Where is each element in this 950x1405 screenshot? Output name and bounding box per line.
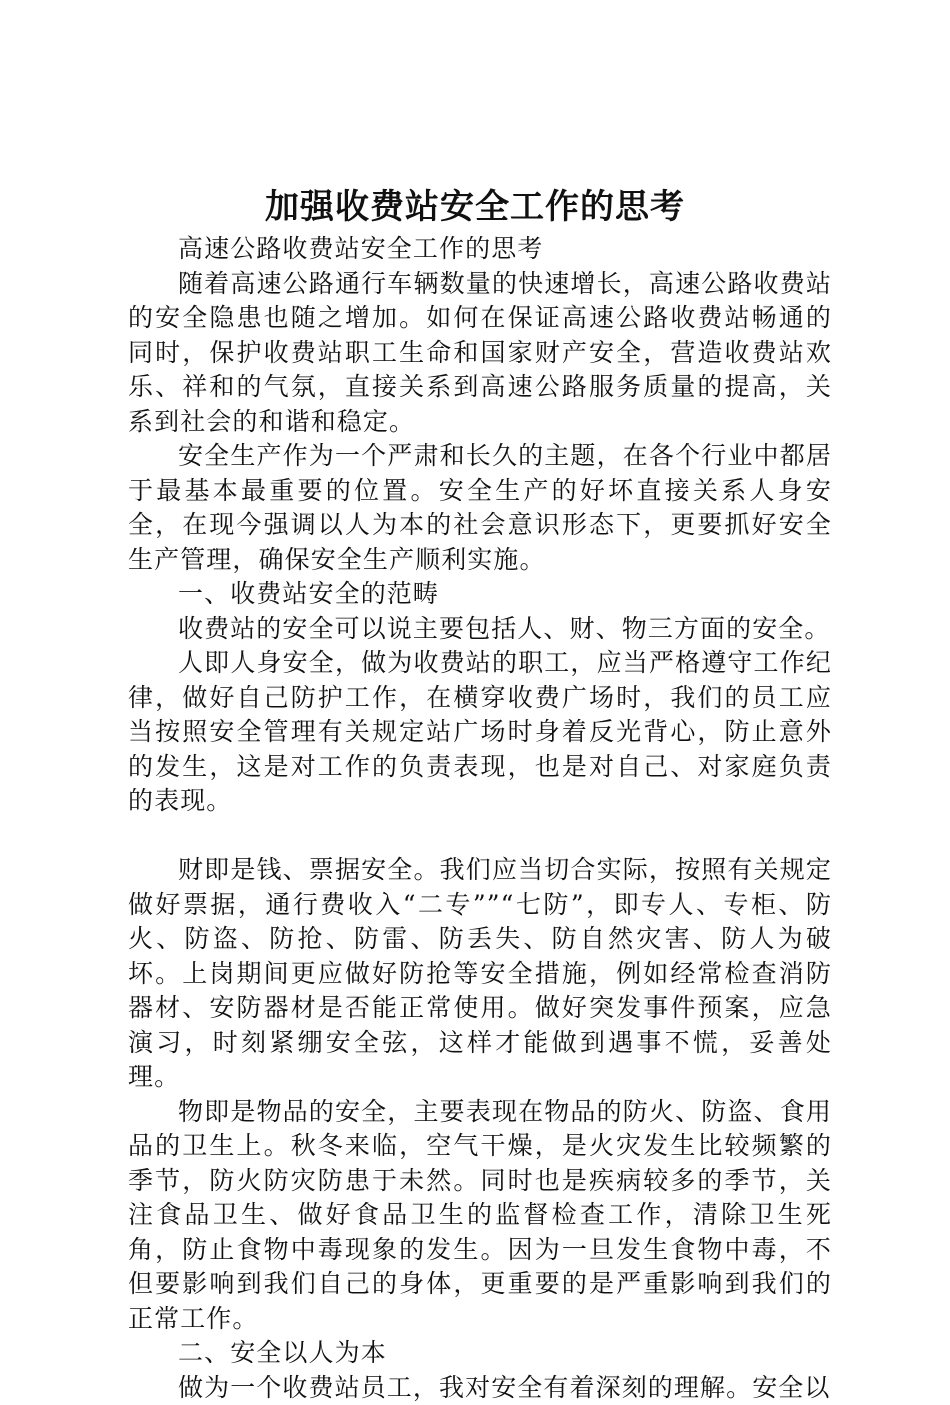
blank-line xyxy=(128,819,832,854)
scope-paragraph: 收费站的安全可以说主要包括人、财、物三方面的安全。 xyxy=(128,612,832,647)
people-oriented-paragraph: 做为一个收费站员工，我对安全有着深刻的理解。安全以 xyxy=(128,1371,832,1405)
intro-paragraph: 随着高速公路通行车辆数量的快速增长，高速公路收费站的安全隐患也随之增加。如何在保证高速公路收费站畅通的同时，保护收费站职工生命和国家财产安全，营造收费站欢乐、祥和的气氛，直接关系到高速公路服务质量的提高，关系到社会的和谐和稳定。 xyxy=(128,267,832,440)
section-heading-1: 一、收费站安全的范畴 xyxy=(128,577,832,612)
document-title: 加强收费站安全工作的思考 xyxy=(0,184,950,230)
subtitle-paragraph: 高速公路收费站安全工作的思考 xyxy=(128,232,832,267)
safety-production-paragraph: 安全生产作为一个严肃和长久的主题，在各个行业中都居于最基本最重要的位置。安全生产的好坏直接关系人身安全，在现今强调以人为本的社会意识形态下，更要抓好安全生产管理，确保安全生产顺利实施。 xyxy=(128,439,832,577)
section-heading-2: 二、安全以人为本 xyxy=(128,1336,832,1371)
goods-safety-paragraph: 物即是物品的安全，主要表现在物品的防火、防盗、食用品的卫生上。秋冬来临，空气干燥，是火灾发生比较频繁的季节，防火防灾防患于未然。同时也是疾病较多的季节，关注食品卫生、做好食品卫生的监督检查工作，清除卫生死角，防止食物中毒现象的发生。因为一旦发生食物中毒，不但要影响到我们自己的身体，更重要的是严重影响到我们的正常工作。 xyxy=(128,1095,832,1337)
document-body xyxy=(128,232,832,1405)
property-safety-paragraph: 财即是钱、票据安全。我们应当切合实际，按照有关规定做好票据，通行费收入“二专””“七防”，即专人、专柜、防火、防盗、防抢、防雷、防丢失、防自然灾害、防人为破坏。上岗期间更应做好防抢等安全措施，例如经常检查消防器材、安防器材是否能正常使用。做好突发事件预案，应急演习，时刻紧绷安全弦，这样才能做到遇事不慌，妥善处理。 xyxy=(128,853,832,1095)
personal-safety-paragraph: 人即人身安全，做为收费站的职工，应当严格遵守工作纪律，做好自己防护工作，在横穿收费广场时，我们的员工应当按照安全管理有关规定站广场时身着反光背心，防止意外的发生，这是对工作的负责表现，也是对自己、对家庭负责的表现。 xyxy=(128,646,832,819)
